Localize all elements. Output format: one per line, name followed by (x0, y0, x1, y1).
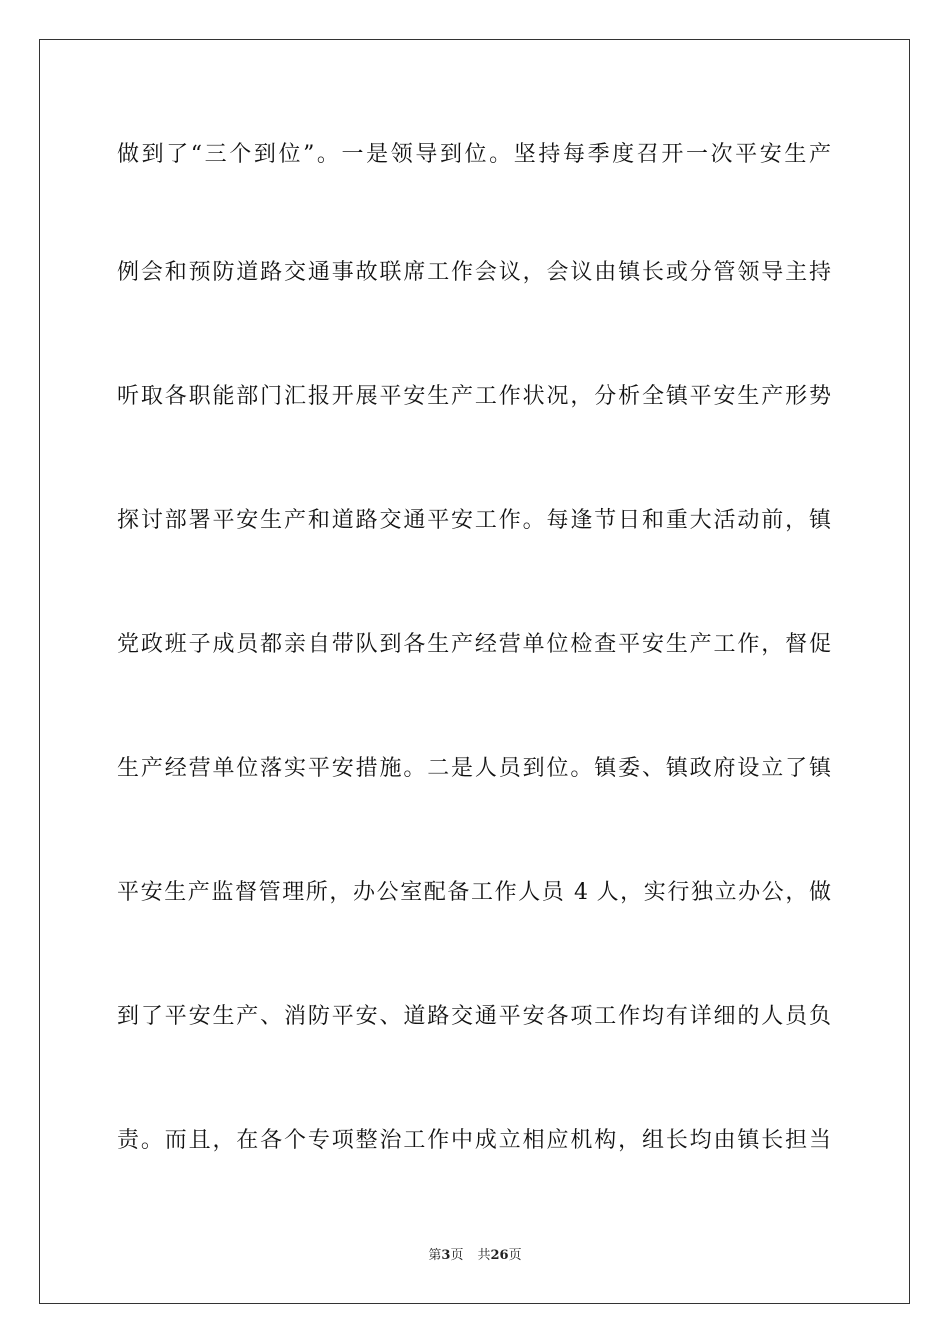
body-text-line-5: 党政班子成员都亲自带队到各生产经营单位检查平安生产工作，督促 (117, 632, 831, 657)
body-text-line-6: 生产经营单位落实平安措施。二是人员到位。镇委、镇政府设立了镇 (117, 756, 831, 781)
body-text-line-8: 到了平安生产、消防平安、道路交通平安各项工作均有详细的人员负 (117, 1004, 831, 1029)
body-text-line-1: 做到了“三个到位”。一是领导到位。坚持每季度召开一次平安生产 (117, 142, 831, 167)
body-text-line-7: 平安生产监督管理所，办公室配备工作人员 4 人，实行独立办公，做 (117, 880, 831, 905)
total-pages: 26 (490, 1248, 509, 1263)
total-suffix: 页 (508, 1248, 522, 1263)
page-prefix: 第 (428, 1248, 442, 1263)
total-prefix: 共 (477, 1248, 491, 1263)
body-text-line-9: 责。而且，在各个专项整治工作中成立相应机构，组长均由镇长担当 (117, 1128, 831, 1153)
body-text-line-2: 例会和预防道路交通事故联席工作会议，会议由镇长或分管领导主持 (117, 260, 831, 285)
page-footer (0, 1247, 950, 1265)
body-text-line-3: 听取各职能部门汇报开展平安生产工作状况，分析全镇平安生产形势 (117, 384, 831, 409)
page-suffix: 页 (450, 1248, 464, 1263)
body-text-line-4: 探讨部署平安生产和道路交通平安工作。每逢节日和重大活动前，镇 (117, 508, 831, 533)
page-border (39, 39, 910, 1304)
page-number: 3 (441, 1248, 451, 1263)
